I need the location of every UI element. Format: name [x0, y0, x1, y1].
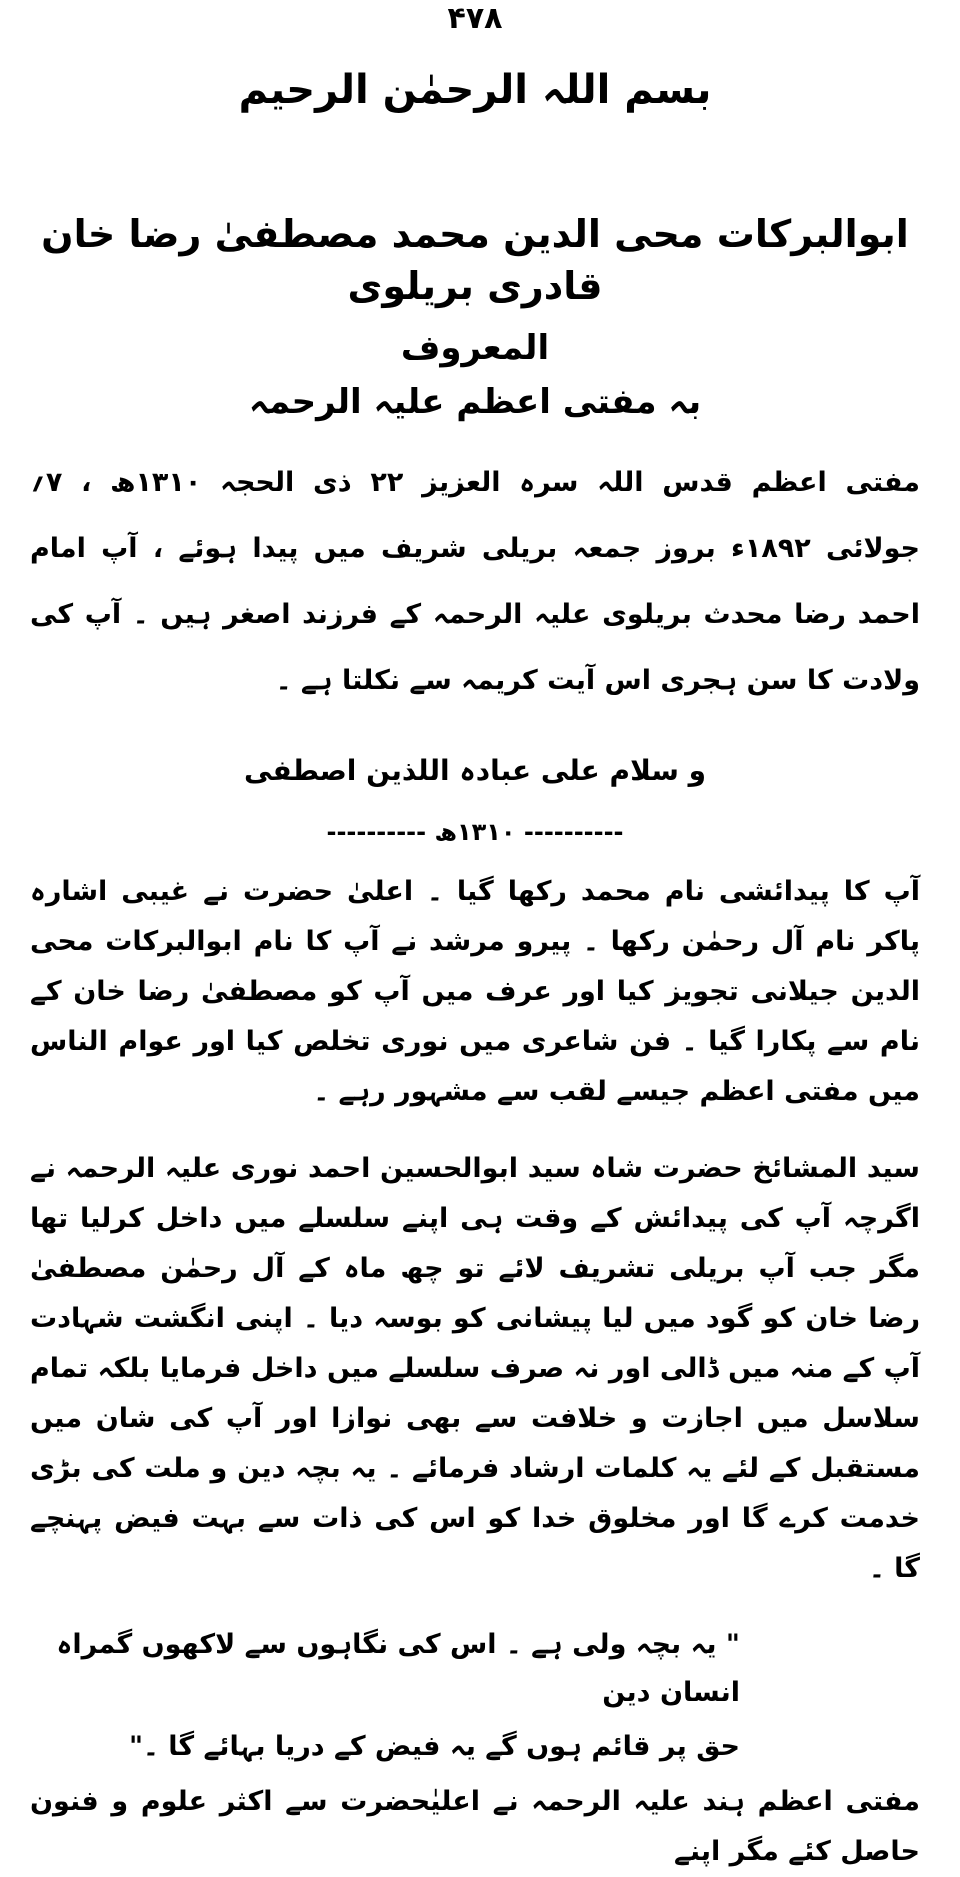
quote-line-1: " یہ بچہ ولی ہے ۔ اس کی نگاہوں سے لاکھوں گمراہ انسان دین [56, 1629, 740, 1708]
page-number: ۴۷۸ [447, 1, 503, 36]
honorific-title: بہ مفتی اعظم علیہ الرحمہ [248, 382, 702, 422]
quranic-verse: و سلام علی عبادہ اللذین اصطفی [243, 754, 707, 787]
bismillah-heading: بسم اللہ الرحمٰن الرحیم [238, 67, 712, 113]
intro-paragraph: مفتی اعظم قدس اللہ سرہ العزیز ۲۲ ذی الحجہ ۱۳۱۰ھ ، ۷؍ جولائی ۱۸۹۲ء بروز جمعہ بریلی شریف میں پیدا ہوئے ، آپ امام احمد رضا محدث بریلوی علیہ الرحمہ کے فرزند اصغر ہیں ۔ آپ کی ولادت کا سن ہجری اس آیت کریمہ سے نکلتا ہے ۔ [30, 467, 920, 696]
quote-line-2: حق پر قائم ہوں گے یہ فیض کے دریا بہائے گا ۔" [128, 1731, 740, 1762]
naming-paragraph: آپ کا پیدائشی نام محمد رکھا گیا ۔ اعلیٰ حضرت نے غیبی اشارہ پاکر نام آل رحمٰن رکھا ۔ پیرو مرشد نے آپ کا نام ابوالبرکات محی الدین جیلانی تجویز کیا اور عرف میں آپ کو مصطفیٰ رضا خان کے نام سے پکارا گیا ۔ فن شاعری میں نوری تخلص کیا اور عوام الناس میں مفتی اعظم جیسے لقب سے مشہور رہے ۔ [30, 876, 920, 1107]
biography-subject-name: ابوالبرکات محی الدین محمد مصطفیٰ رضا خان قادری بریلوی [41, 212, 909, 308]
known-as-label: المعروف [400, 328, 550, 368]
closing-line: مفتی اعظم ہند علیہ الرحمہ نے اعلیٰحضرت سے اکثر علوم و فنون حاصل کئے مگر اپنے [30, 1786, 920, 1867]
bayat-paragraph: سید المشائخ حضرت شاہ سید ابوالحسین احمد نوری علیہ الرحمہ نے اگرچہ آپ کی پیدائش کے وقت ہی اپنے سلسلے میں داخل کرلیا تھا مگر جب آپ بریلی تشریف لائے تو چھ ماہ کے آل رحمٰن مصطفیٰ رضا خان کو گود میں لیا پیشانی کو بوسہ دیا ۔ اپنی انگشت شہادت آپ کے منہ میں ڈالی اور نہ صرف سلسلے میں داخل فرمایا بلکہ تمام سلاسل میں اجازت و خلافت سے بھی نوازا اور آپ کی شان میں مستقبل کے لئے یہ کلمات ارشاد فرمائے ۔ یہ بچہ دین و ملت کی بڑی خدمت کرے گا اور مخلوق خدا کو اس کی ذات سے بہت فیض پہنچے گا ۔ [30, 1153, 920, 1584]
hijri-year-divider: ---------- ۱۳۱۰ھ ---------- [326, 818, 624, 846]
